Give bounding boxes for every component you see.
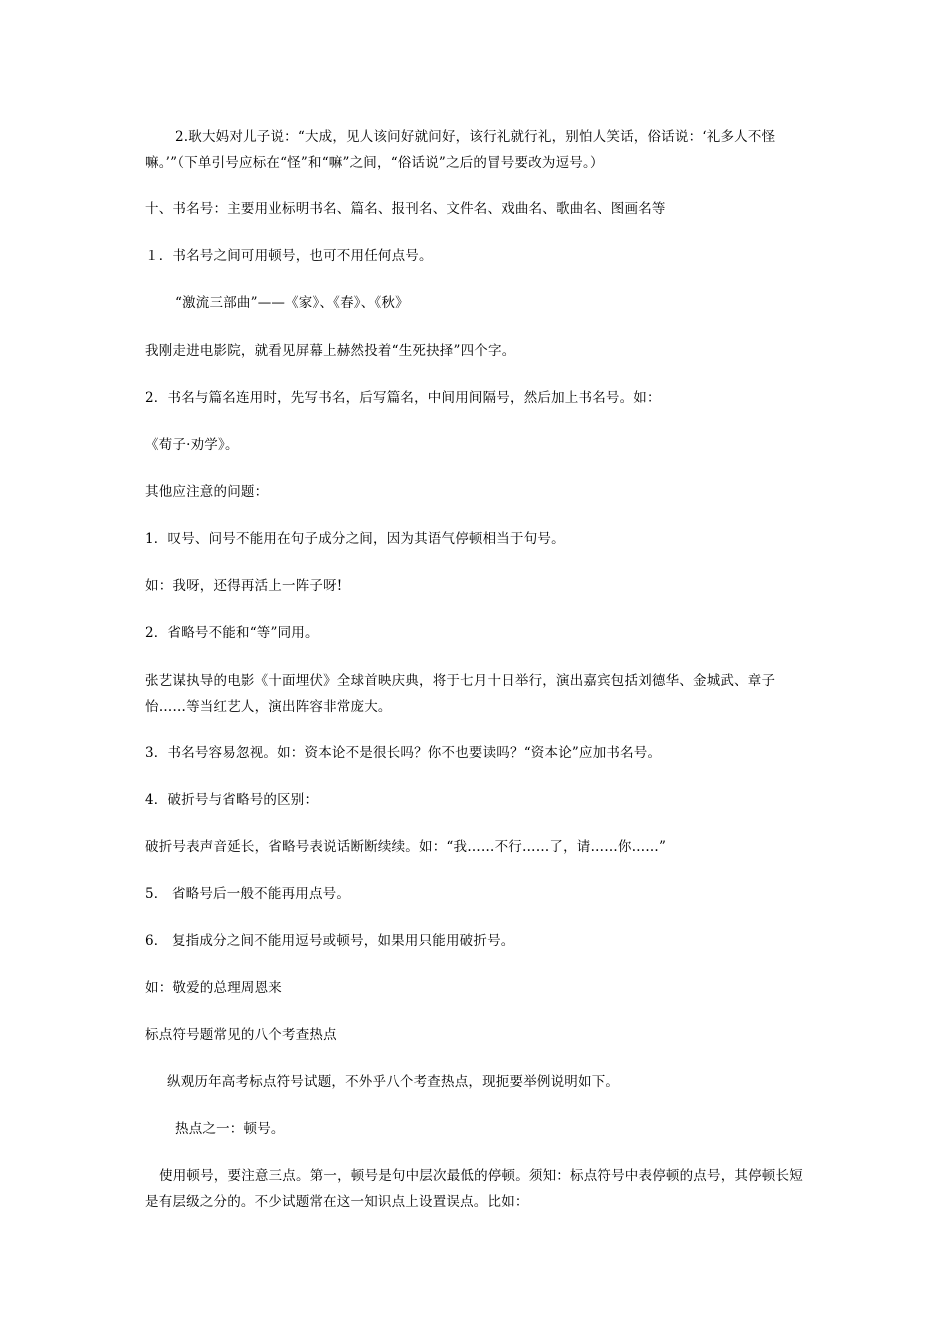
rule-2-book-and-chapter: 2．书名与篇名连用时，先写书名，后写篇名，中间用间隔号，然后加上书名号。如： [145,390,661,406]
issue-2-ellipsis-deng: 2．省略号不能和“等”同用。 [145,625,319,641]
issue-3-title-mark-ignored: 3．书名号容易忽视。如：资本论不是很长吗？你不也要读吗？“资本论”应加书名号。 [145,745,662,761]
example-issue-2: 张艺谋执导的电影《十面埋伏》全球首映庆典，将于七月十日举行，演出嘉宾包括刘德华、金城武、章子怡……等当红艺人，演出阵容非常庞大。 [145,673,776,715]
intro-eight-hotspots: 纵观历年高考标点符号试题，不外乎八个考查热点，现扼要举例说明如下。 [167,1074,620,1090]
issue-4-dash-vs-ellipsis: 4．破折号与省略号的区别： [145,792,319,808]
example-xunzi: 《荀子·劝学》。 [145,437,239,453]
issue-1-exclamation-question: 1．叹号、问号不能用在句子成分之间，因为其语气停顿相当于句号。 [145,531,565,547]
rule-1-title-marks: １．书名号之间可用顿号，也可不用任何点号。 [145,248,433,264]
example-issue-6: 如：敬爱的总理周恩来 [145,980,282,996]
example-issue-1: 如：我呀，还得再活上一阵子呀! [145,578,343,594]
example-trilogy: “激流三部曲”——《家》、《春》、《秋》 [175,295,409,311]
heading-eight-hotspots: 标点符号题常见的八个考查热点 [145,1027,337,1043]
issue-6-appositive: 6． 复指成分之间不能用逗号或顿号，如果用只能用破折号。 [145,933,515,949]
issue-5-ellipsis-points: 5． 省略号后一般不能再用点号。 [145,886,351,902]
paragraph-example-gengdama: 2.耿大妈对儿子说：“大成，见人该问好就问好，该行礼就行礼，别怕人笑话，俗话说：‘礼多人不怪嘛。’”（下单引号应标在“怪”和“嘛”之间，“俗话说”之后的冒号要改为逗号。） [145,129,776,171]
example-issue-4: 破折号表声音延长，省略号表说话断断续续。如：“我……不行……了，请……你……” [145,839,667,855]
hotspot-1-body: 使用顿号，要注意三点。第一，顿号是句中层次最低的停顿。须知：标点符号中表停顿的点号，其停顿长短是有层级之分的。不少试题常在这一知识点上设置误点。比如： [145,1168,803,1210]
heading-other-issues: 其他应注意的问题： [145,484,269,500]
heading-book-title-mark: 十、书名号：主要用业标明书名、篇名、报刊名、文件名、戏曲名、歌曲名、图画名等 [145,201,666,217]
hotspot-1-title: 热点之一：顿号。 [175,1121,285,1137]
example-cinema: 我刚走进电影院，就看见屏幕上赫然投着“生死抉择”四个字。 [145,343,516,359]
